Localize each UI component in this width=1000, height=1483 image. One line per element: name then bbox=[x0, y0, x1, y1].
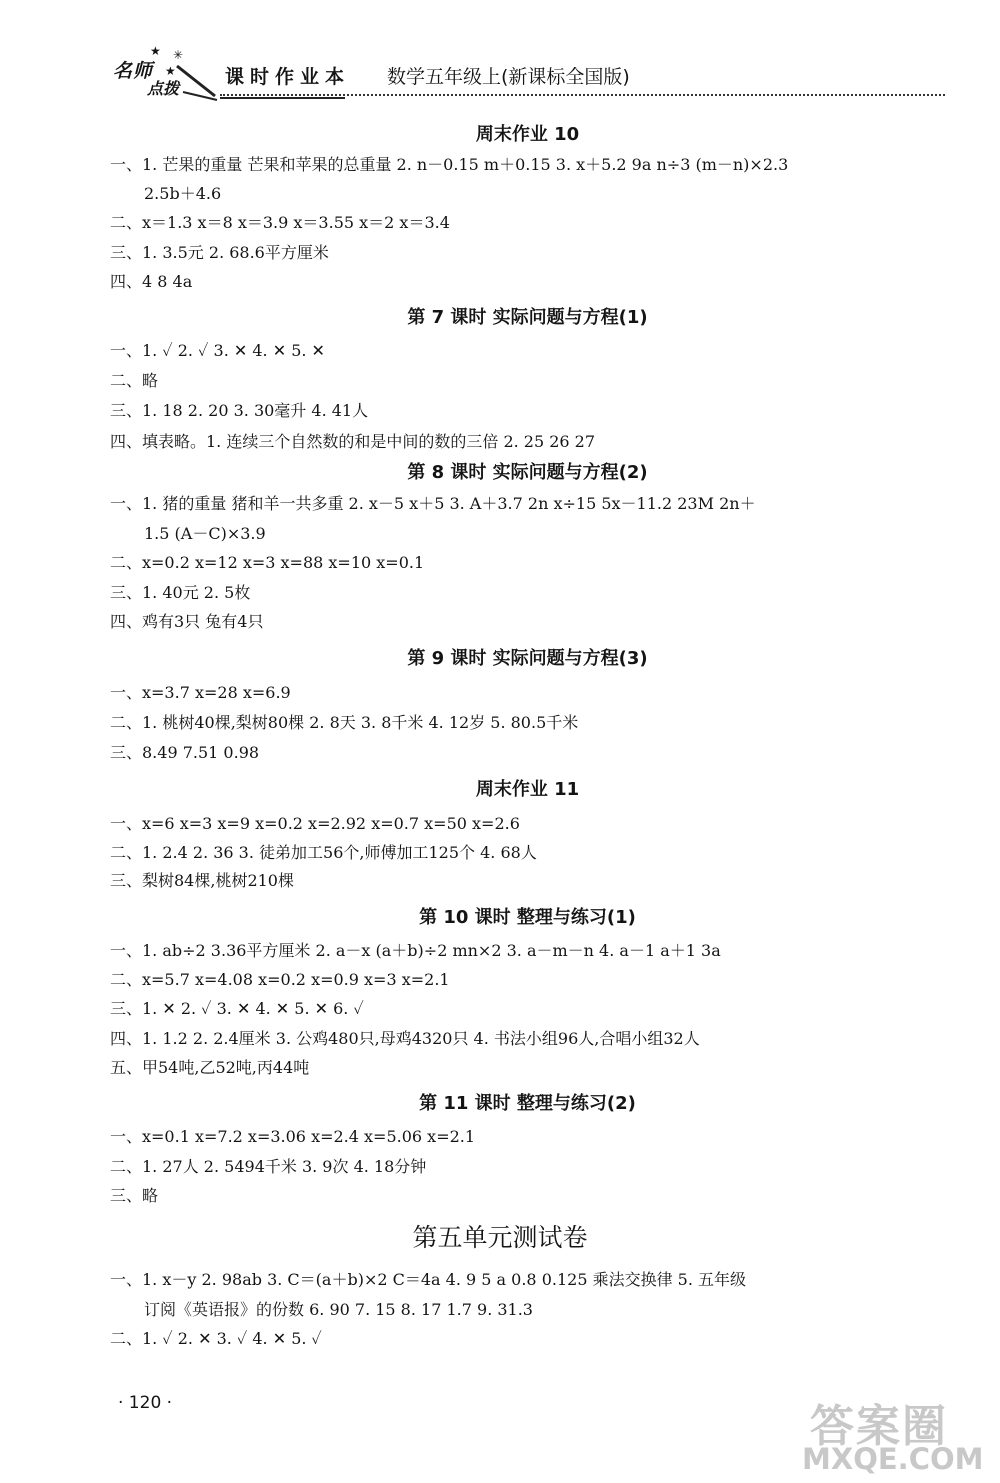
answer-line: 二、1. 27人 2. 5494千米 3. 9次 4. 18分钟 bbox=[110, 1157, 427, 1176]
unit-test-title: 第五单元测试卷 bbox=[412, 1223, 588, 1252]
answer-line: 三、1. 18 2. 20 3. 30毫升 4. 41人 bbox=[110, 401, 369, 420]
logo-text: 名师 bbox=[113, 60, 154, 82]
section-title: 第 7 课时 实际问题与方程(1) bbox=[407, 307, 648, 328]
answer-line: 二、x=0.2 x=12 x=3 x=88 x=10 x=0.1 bbox=[110, 553, 425, 572]
answer-line: 一、1. x－y 2. 98ab 3. C＝(a＋b)×2 C＝4a 4. 9 5 a 0.8 0.125 乘法交换律 5. 五年级 bbox=[110, 1270, 747, 1289]
answer-line: 二、x=5.7 x=4.08 x=0.2 x=0.9 x=3 x=2.1 bbox=[110, 970, 450, 989]
answer-line: 二、1. 2.4 2. 36 3. 徒弟加工56个,师傅加工125个 4. 68人 bbox=[110, 843, 537, 862]
section-title: 周末作业 10 bbox=[475, 124, 580, 145]
watermark bbox=[800, 1390, 990, 1478]
answer-line: 三、8.49 7.51 0.98 bbox=[110, 743, 260, 762]
brush-icon bbox=[175, 62, 220, 102]
answer-line: 四、鸡有3只 兔有4只 bbox=[110, 612, 264, 631]
watermark-text: MXQE.COM bbox=[802, 1442, 984, 1476]
answer-line: 二、x＝1.3 x＝8 x＝3.9 x＝3.55 x＝2 x＝3.4 bbox=[110, 213, 450, 232]
book-subtitle: 数学五年级上(新课标全国版) bbox=[387, 66, 630, 88]
answer-line: 三、1. ✕ 2. ✓ 3. ✕ 4. ✕ 5. ✕ 6. ✓ bbox=[110, 999, 364, 1018]
header-divider bbox=[220, 94, 945, 96]
answer-line: 四、4 8 4a bbox=[110, 272, 193, 291]
answer-line: 五、甲54吨,乙52吨,丙44吨 bbox=[110, 1058, 310, 1077]
answer-line: 一、1. ✓ 2. ✓ 3. ✕ 4. ✕ 5. ✕ bbox=[110, 341, 325, 360]
unit-test-content bbox=[110, 1264, 945, 1354]
answer-line: 三、梨树84棵,桃树210棵 bbox=[110, 871, 294, 890]
sparkle-icon: ✳ bbox=[173, 48, 184, 62]
answer-line: 一、x=0.1 x=7.2 x=3.06 x=2.4 x=5.06 x=2.1 bbox=[110, 1127, 476, 1146]
answer-line: 一、x=6 x=3 x=9 x=0.2 x=2.92 x=0.7 x=50 x=2.6 bbox=[110, 814, 520, 833]
section-title: 第 11 课时 整理与练习(2) bbox=[419, 1093, 636, 1114]
answer-line: 二、1. ✓ 2. ✕ 3. ✓ 4. ✕ 5. ✓ bbox=[110, 1329, 322, 1348]
answer-line: 三、1. 40元 2. 5枚 bbox=[110, 583, 251, 602]
answer-line: 一、1. ab÷2 3.36平方厘米 2. a－x (a＋b)÷2 mn×2 3. a－m－n 4. a－1 a＋1 3a bbox=[110, 941, 721, 960]
answer-line: 二、1. 桃树40棵,梨树80棵 2. 8天 3. 8千米 4. 12岁 5. 80.5千米 bbox=[110, 713, 579, 732]
header-divider bbox=[220, 97, 345, 99]
star-icon: ★ bbox=[150, 44, 161, 58]
answer-line: 三、略 bbox=[110, 1186, 159, 1205]
section-title: 周末作业 11 bbox=[475, 779, 580, 800]
page-number: · 120 · bbox=[118, 1393, 173, 1413]
logo-text: 点拨 bbox=[147, 79, 180, 98]
answer-line: 四、1. 1.2 2. 2.4厘米 3. 公鸡480只,母鸡4320只 4. 书法小组96人,合唱小组32人 bbox=[110, 1029, 700, 1048]
watermark-text: 答案圈 bbox=[810, 1401, 948, 1452]
answer-line: 2.5b＋4.6 bbox=[144, 184, 222, 203]
answer-line: 四、填表略。1. 连续三个自然数的和是中间的数的三倍 2. 25 26 27 bbox=[110, 432, 596, 451]
answer-line: 二、略 bbox=[110, 371, 159, 390]
answer-line: 三、1. 3.5元 2. 68.6平方厘米 bbox=[110, 243, 329, 262]
answer-line: 一、x=3.7 x=28 x=6.9 bbox=[110, 683, 291, 702]
section-title: 第 9 课时 实际问题与方程(3) bbox=[407, 648, 648, 669]
answer-content bbox=[110, 120, 945, 1210]
book-name: 课时作业本 bbox=[225, 66, 351, 88]
answer-line: 一、1. 芒果的重量 芒果和苹果的总重量 2. n－0.15 m＋0.15 3. x＋5.2 9a n÷3 (m－n)×2.3 bbox=[110, 155, 789, 174]
section-title: 第 10 课时 整理与练习(1) bbox=[419, 907, 636, 928]
section-title: 第 8 课时 实际问题与方程(2) bbox=[407, 462, 648, 483]
page-header bbox=[105, 42, 945, 104]
answer-line: 1.5 (A－C)×3.9 bbox=[144, 524, 266, 543]
answer-line: 一、1. 猪的重量 猪和羊一共多重 2. x－5 x＋5 3. A＋3.7 2n x÷15 5x－11.2 23M 2n＋ bbox=[110, 494, 756, 513]
logo bbox=[105, 42, 220, 98]
answer-line: 订阅《英语报》的份数 6. 90 7. 15 8. 17 1.7 9. 31.3 bbox=[144, 1300, 533, 1319]
star-icon: ★ bbox=[165, 64, 176, 78]
